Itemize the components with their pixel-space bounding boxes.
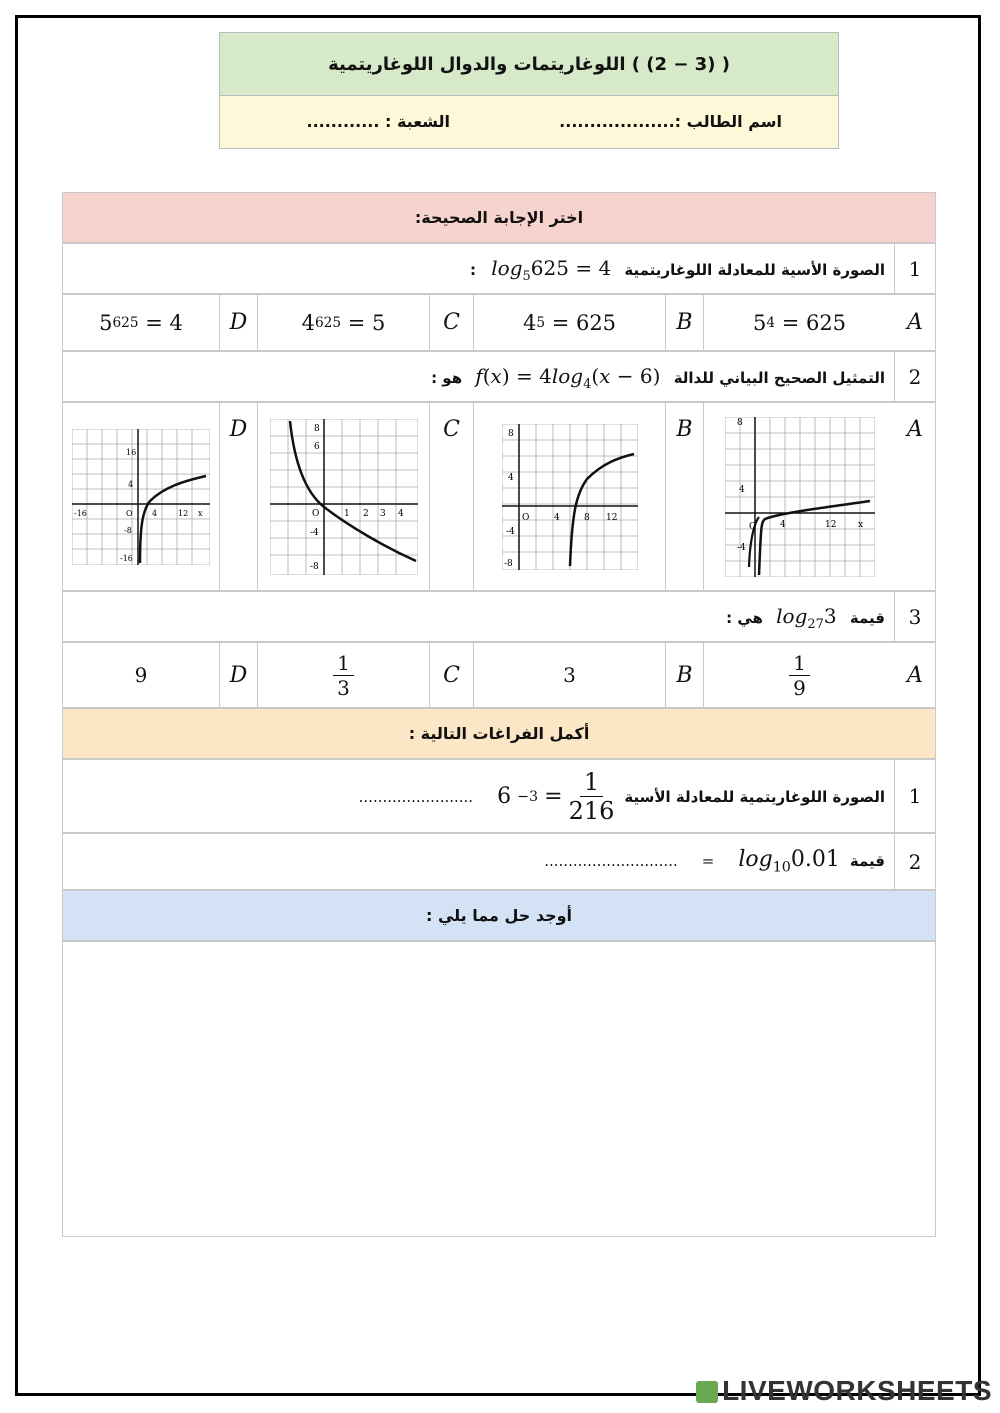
q3-number: 3 bbox=[894, 592, 935, 641]
q2-row bbox=[62, 351, 936, 402]
section3-title bbox=[62, 890, 936, 941]
page-title: ( (3 − 2) ) اللوغاريتمات والدوال اللوغاريتمية bbox=[220, 33, 838, 96]
svg-text:-8: -8 bbox=[124, 525, 132, 535]
q3-option-b[interactable]: 3 bbox=[473, 643, 665, 707]
svg-text:-4: -4 bbox=[736, 542, 746, 553]
q1-options-row bbox=[62, 294, 936, 351]
svg-text:-16: -16 bbox=[74, 508, 87, 518]
fill-q2-text: قيمة $\log_{10}0.01$ = ............................ bbox=[544, 847, 885, 876]
section2-title bbox=[62, 708, 936, 759]
fill-q2-row bbox=[62, 833, 936, 890]
svg-text:4: 4 bbox=[397, 508, 404, 519]
q1-option-b-letter: B bbox=[665, 295, 703, 350]
svg-text:x: x bbox=[198, 508, 203, 518]
fill-q1-blank[interactable]: ........................ bbox=[358, 787, 474, 806]
q3-option-c[interactable]: $\frac{1}{3}$ bbox=[257, 643, 429, 707]
q1-text: الصورة الأسية للمعادلة اللوغاريتمية $\log_5625 = 4$ : bbox=[470, 256, 885, 284]
q2-option-b[interactable] bbox=[473, 403, 665, 590]
svg-text:4: 4 bbox=[128, 479, 134, 489]
solution-area[interactable] bbox=[62, 941, 936, 1237]
q2-option-d[interactable] bbox=[63, 403, 219, 590]
section1-title bbox=[62, 192, 936, 243]
q3-text: قيمة $\log_{27}3$ هي : bbox=[726, 604, 885, 632]
fill-q2-number: 2 bbox=[894, 834, 935, 889]
q3-option-d[interactable]: 9 bbox=[134, 663, 148, 687]
q2-number: 2 bbox=[894, 352, 935, 401]
q2-option-d-letter: D bbox=[219, 403, 257, 590]
svg-text:4: 4 bbox=[738, 484, 745, 495]
q3-option-d-letter: D bbox=[219, 643, 257, 707]
svg-text:-8: -8 bbox=[309, 561, 319, 572]
q3-option-a[interactable]: $\frac{1}{9}$ bbox=[703, 643, 895, 707]
graph-b bbox=[502, 424, 638, 570]
svg-text:O: O bbox=[126, 508, 133, 518]
q1-option-d-letter: D bbox=[219, 295, 257, 350]
q2-option-a-letter: A bbox=[907, 417, 923, 442]
watermark-logo-icon bbox=[696, 1381, 718, 1403]
section-field[interactable]: الشعبة : ............ bbox=[306, 112, 450, 131]
fill-q1-row bbox=[62, 759, 936, 833]
q2-option-b-letter: B bbox=[665, 403, 703, 590]
q1-option-c-letter: C bbox=[429, 295, 473, 350]
fill-q1-text: الصورة اللوغاريتمية للمعادلة الأسية 6 −3 = $\frac{1}{216}$ ........................ bbox=[358, 768, 885, 825]
q3-options-row bbox=[62, 642, 936, 708]
section2-title-text: أكمل الفراغات التالية : bbox=[408, 724, 590, 743]
svg-text:3: 3 bbox=[379, 508, 386, 519]
q3-option-c-letter: C bbox=[429, 643, 473, 707]
fill-q2-blank[interactable]: ............................ bbox=[544, 852, 678, 871]
q2-graphs-row bbox=[62, 402, 936, 591]
student-info bbox=[220, 96, 838, 148]
graph-d bbox=[72, 429, 210, 565]
svg-text:x: x bbox=[857, 519, 863, 530]
svg-text:O: O bbox=[311, 508, 319, 519]
section3-title-text: أوجد حل مما يلي : bbox=[425, 906, 573, 925]
svg-text:1: 1 bbox=[343, 508, 350, 519]
svg-text:-8: -8 bbox=[503, 558, 513, 569]
svg-text:8: 8 bbox=[313, 423, 320, 434]
q3-option-a-letter: A bbox=[907, 662, 923, 688]
q1-option-a[interactable]: 5 4 = 625 bbox=[703, 295, 895, 350]
q1-option-d[interactable]: 5 625 = 4 bbox=[99, 310, 183, 335]
svg-text:8: 8 bbox=[736, 417, 743, 428]
svg-text:6: 6 bbox=[313, 441, 320, 452]
fill-q1-number: 1 bbox=[894, 760, 935, 832]
svg-text:4: 4 bbox=[507, 472, 514, 483]
graph-c bbox=[270, 419, 418, 575]
q2-option-c[interactable] bbox=[257, 403, 429, 590]
svg-text:12: 12 bbox=[178, 508, 189, 518]
header-box bbox=[219, 32, 839, 149]
svg-text:16: 16 bbox=[126, 447, 137, 457]
svg-text:4: 4 bbox=[152, 508, 158, 518]
svg-text:4: 4 bbox=[553, 512, 560, 523]
svg-text:12: 12 bbox=[605, 512, 617, 523]
q1-option-c[interactable]: 4 625 = 5 bbox=[257, 295, 429, 350]
svg-text:-4: -4 bbox=[309, 527, 319, 538]
svg-text:12: 12 bbox=[824, 519, 836, 530]
graph-a bbox=[725, 417, 875, 577]
svg-text:O: O bbox=[521, 512, 529, 523]
q1-option-a-letter: A bbox=[907, 310, 923, 335]
q1-row bbox=[62, 243, 936, 294]
q1-option-b[interactable]: 4 5 = 625 bbox=[473, 295, 665, 350]
svg-text:8: 8 bbox=[507, 428, 514, 439]
svg-text:8: 8 bbox=[583, 512, 590, 523]
q3-option-b-letter: B bbox=[665, 643, 703, 707]
svg-text:4: 4 bbox=[779, 519, 786, 530]
svg-text:O: O bbox=[748, 521, 756, 532]
q3-row bbox=[62, 591, 936, 642]
section1-title-text: اختر الإجابة الصحيحة: bbox=[414, 208, 584, 227]
svg-text:-4: -4 bbox=[505, 526, 515, 537]
student-name-field[interactable]: اسم الطالب :................... bbox=[559, 112, 782, 131]
q1-number: 1 bbox=[894, 244, 935, 293]
svg-text:-16: -16 bbox=[120, 553, 133, 563]
q2-text: التمثيل الصحيح البياني للدالة $f(x) = 4\log_4(x - 6)$ هو : bbox=[431, 364, 885, 392]
watermark: LIVEWORKSHEETS bbox=[696, 1375, 992, 1407]
q2-option-a[interactable] bbox=[703, 403, 895, 590]
svg-text:2: 2 bbox=[362, 508, 369, 519]
q2-option-c-letter: C bbox=[429, 403, 473, 590]
